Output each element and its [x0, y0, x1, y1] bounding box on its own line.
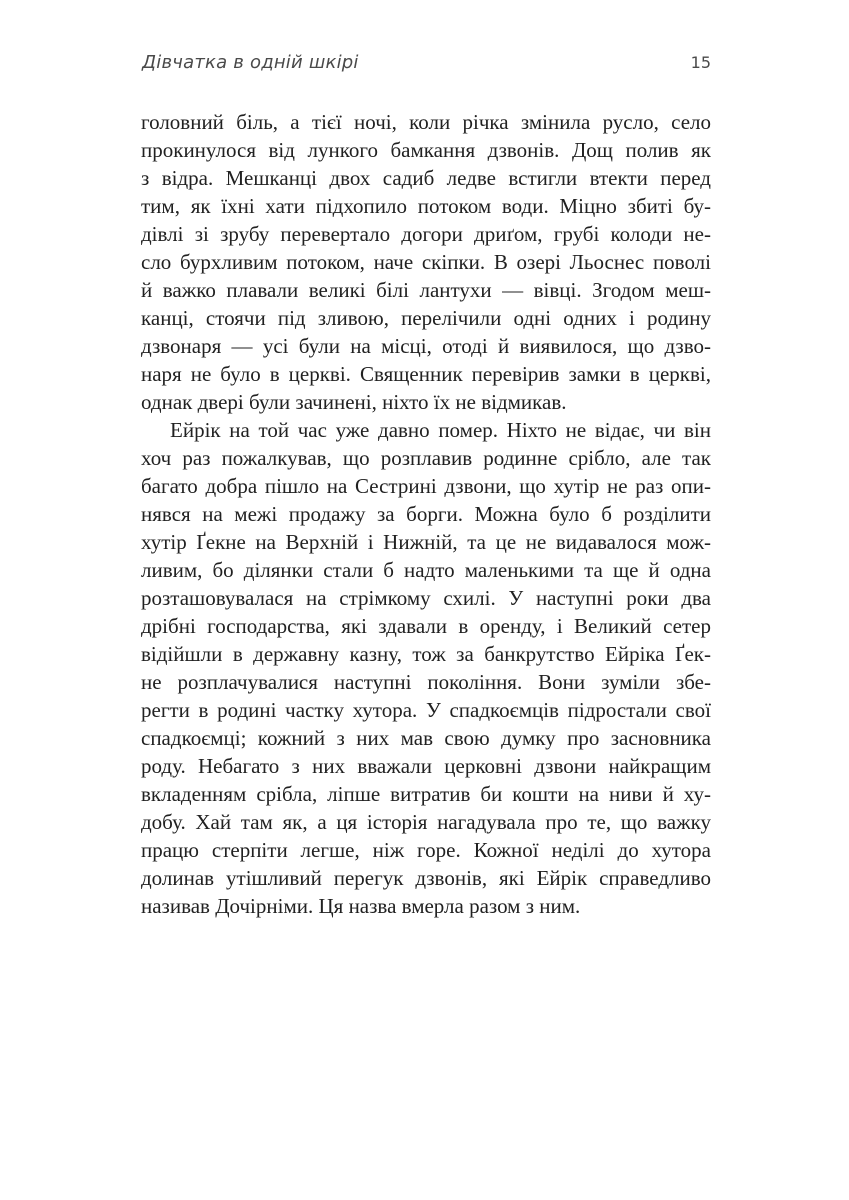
text-line: долинав утішливий перегук дзвонів, які Ейрік справедливо	[141, 866, 711, 890]
text-line: не розплачувалися наступні покоління. Вони зуміли збе-	[141, 670, 711, 694]
text-line: дівлі зі зрубу перевертало догори дриґом, грубі колоди не-	[141, 222, 711, 246]
text-line: однак двері були зачинені, ніхто їх не відмикав.	[141, 390, 567, 414]
text-line: Ейрік на той час уже давно помер. Ніхто не відає, чи він	[170, 418, 711, 442]
text-line: відійшли в державну казну, тож за банкрутство Ейріка Ґек-	[141, 642, 711, 666]
text-line: й важко плавали великі білі лантухи — вівці. Згодом меш-	[141, 278, 711, 302]
paragraph	[141, 416, 711, 920]
text-line: прокинулося від лункого бамкання дзвонів. Дощ полив як	[141, 138, 711, 162]
text-line: працю стерпіти легше, ніж горе. Кожної неділі до хутора	[141, 838, 711, 862]
text-line: наря не було в церкві. Священник перевірив замки в церкві,	[141, 362, 711, 386]
text-line: хоч раз пожалкував, що розплавив родинне срібло, але так	[141, 446, 711, 470]
text-line: з відра. Мешканці двох садиб ледве встигли втекти перед	[141, 166, 711, 190]
text-line: добу. Хай там як, а ця історія нагадувала про те, що важку	[141, 810, 711, 834]
text-line: регти в родині частку хутора. У спадкоємців підростали свої	[141, 698, 711, 722]
text-line: дрібні господарства, які здавали в оренду, і Великий сетер	[141, 614, 711, 638]
paragraph	[141, 108, 711, 416]
text-line: нявся на межі продажу за борги. Можна було б розділити	[141, 502, 711, 526]
text-line: головний біль, а тієї ночі, коли річка змінила русло, село	[141, 110, 711, 134]
running-title: Дівчатка в одній шкірі	[142, 52, 359, 73]
text-line: вкладенням срібла, ліпше витратив би кошти на ниви й ху-	[141, 782, 711, 806]
body-text	[141, 108, 711, 920]
text-line: канці, стоячи під зливою, перелічили одні одних і родину	[141, 306, 711, 330]
running-header	[142, 52, 711, 73]
page-number: 15	[690, 53, 711, 72]
text-line: хутір Ґекне на Верхній і Нижній, та це не видавалося мож-	[141, 530, 711, 554]
text-line: ливим, бо ділянки стали б надто маленькими та ще й одна	[141, 558, 711, 582]
text-line: роду. Небагато з них вважали церковні дзвони найкращим	[141, 754, 711, 778]
text-line: багато добра пішло на Сестрині дзвони, що хутір не раз опи-	[141, 474, 711, 498]
text-line: тим, як їхні хати підхопило потоком води. Міцно збиті бу-	[141, 194, 711, 218]
text-line: називав Дочірніми. Ця назва вмерла разом з ним.	[141, 894, 581, 918]
text-line: дзвонаря — усі були на місці, отоді й виявилося, що дзво-	[141, 334, 711, 358]
text-line: спадкоємці; кожний з них мав свою думку про засновника	[141, 726, 711, 750]
text-line: сло бурхливим потоком, наче скіпки. В озері Льоснес поволі	[141, 250, 711, 274]
text-line: розташовувалася на стрімкому схилі. У наступні роки два	[141, 586, 711, 610]
